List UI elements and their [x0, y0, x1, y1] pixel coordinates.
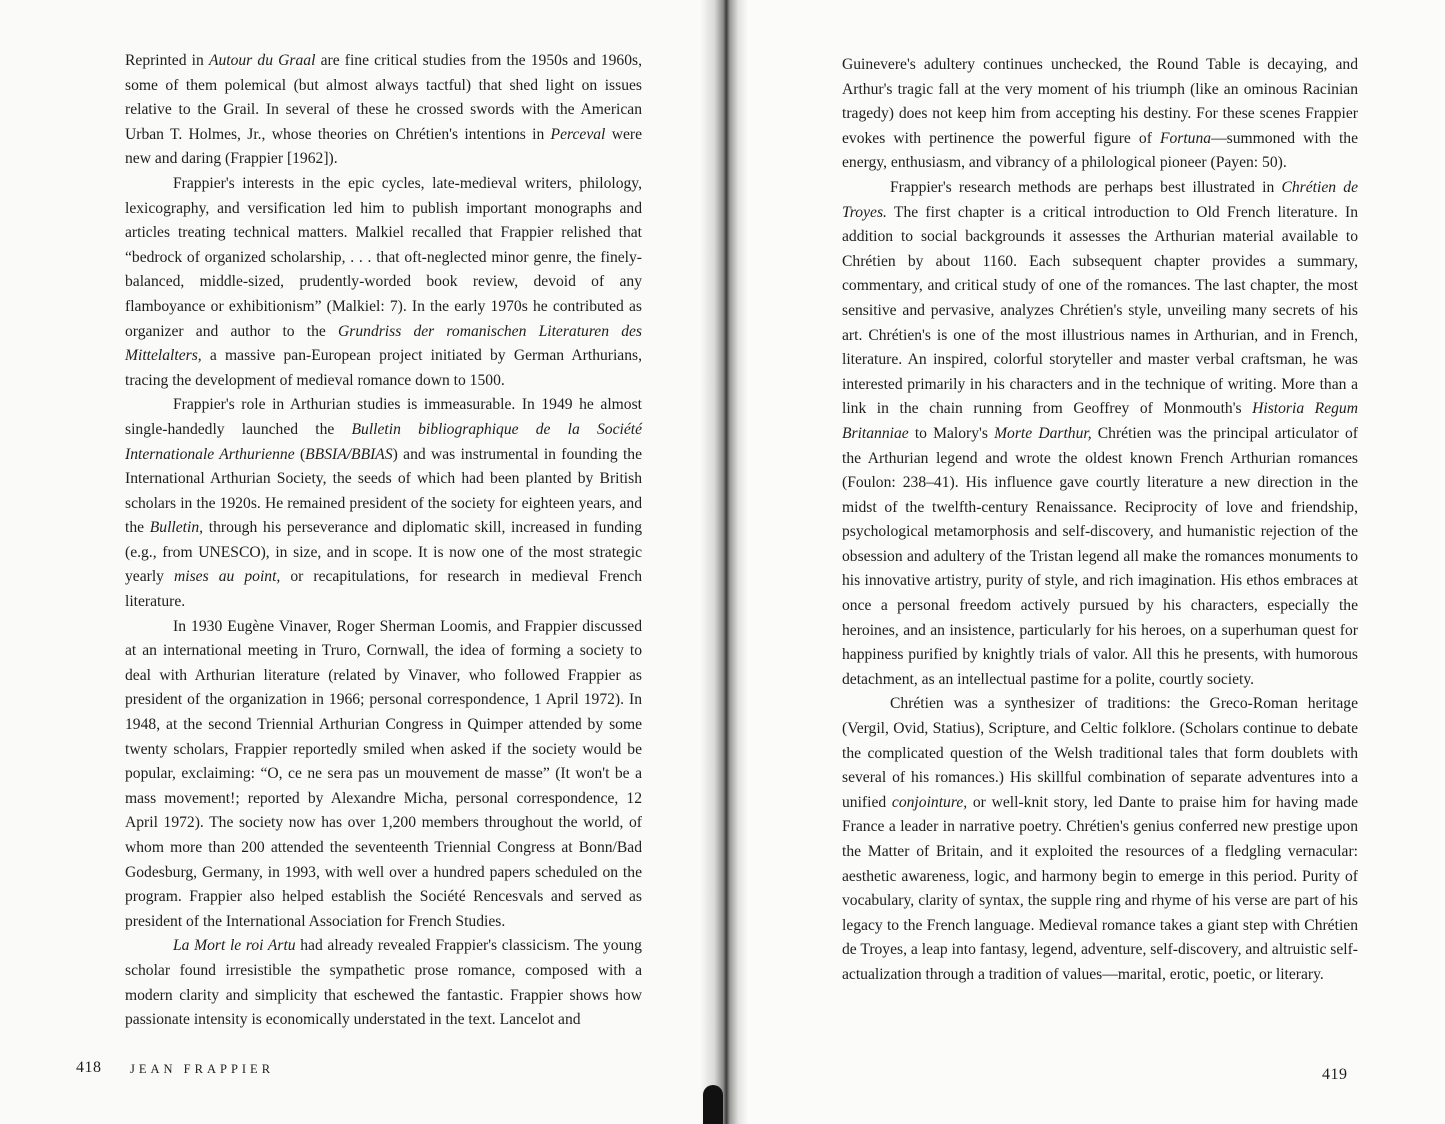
right-paragraph-2: Frappier's research methods are perhaps best illustrated in Chrétien de Troyes. The first chapter is a critical introduction to Old French literature. In addition to social backgrounds it assesses the Arthurian material available to Chrétien by about 1160. Each subsequent chapter provides a summary, commentary, and critical study of one of the romances. The last chapter, the most sensitive and pervasive, analyzes Chrétien's style, unveiling many secrets of his art. Chrétien's is one of the most illustrious names in Arthurian, and in French, literature. An inspired, colorful storyteller and master verbal craftsman, he was interested primarily in his characters and in the technique of writing. More than a link in the chain running from Geoffrey of Monmouth's Historia Regum Britanniae to Malory's Morte Darthur, Chrétien was the principal articulator of the Arthurian legend and wrote the oldest known French Arthurian romances (Foulon: 238–41). His influence gave courtly literature a new direction in the midst of the twelfth-century Renaissance. Reciprocity of love and friendship, psychological metamorphosis and self-discovery, and humanistic rejection of the obsession and adultery of the Tristan legend all make the romances monuments to his innovative artistry, purity of style, and rich imagination. His ethos embraces at once a personal freedom actively pursued by his characters, especially the heroines, and an insistence, particularly for his heroes, on a superhuman quest for happiness purified by knightly trials of valor. All this he presents, with humorous detachment, as an intellectual pastime for a polite, courtly society. — [842, 178, 1359, 688]
left-page-number: 418 — [76, 1059, 102, 1076]
left-page-body — [125, 49, 642, 1033]
left-paragraph-1: Reprinted in Autour du Graal are fine critical studies from the 1950s and 1960s, some of them polemical (but almost always tactful) that shed light on issues relative to the Grail. In several of these he crossed swords with the American Urban T. Holmes, Jr., whose theories on Chrétien's intentions in Perceval were new and daring (Frappier [1962]). — [125, 52, 642, 168]
right-paragraph-1: Guinevere's adultery continues unchecked, the Round Table is decaying, and Arthur's tragic fall at the very moment of his triumph (like an ominous Racinian tragedy) does not keep him from accepting his destiny. For these scenes Frappier evokes with pertinence the powerful figure of Fortuna—summoned with the energy, enthusiasm, and vibrancy of a philological pioneer (Payen: 50). — [842, 56, 1359, 172]
left-paragraph-3: Frappier's role in Arthurian studies is immeasurable. In 1949 he almost single-handedly launched the Bulletin bibliographique de la Société Internationale Arthurienne (BBSIA/BBIAS) and was instrumental in founding the International Arthurian Society, the seeds of which had been planted by British scholars in the 1920s. He remained president of the society for eighteen years, and the Bulletin, through his perseverance and diplomatic skill, increased in funding (e.g., from UNESCO), in size, and in scope. It is now one of the most strategic yearly mises au point, or recapitulations, for research in medieval French literature. — [125, 396, 643, 611]
running-head: JEAN FRAPPIER — [130, 1062, 275, 1076]
right-page-body — [842, 53, 1358, 988]
left-paragraph-2: Frappier's interests in the epic cycles, late-medieval writers, philology, lexicography, and versification led him to publish important monographs and articles treating technical matters. Malkiel recalled that Frappier relished that “bedrock of organized scholarship, . . . that oft-neglected minor genre, the finely-balanced, middle-sized, prudently-worded book review, devoid of any flamboyance or exhibitionism” (Malkiel: 7). In the early 1970s he contributed as organizer and author to the Grundriss der romanischen Literaturen des Mittelalters, a massive pan-European project initiated by German Arthurians, tracing the development of medieval romance down to 1500. — [125, 174, 642, 389]
right-page-number: 419 — [1322, 1066, 1348, 1083]
book-spine-edge — [703, 1085, 723, 1124]
left-paragraph-5: La Mort le roi Artu had already revealed Frappier's classicism. The young scholar found irresistible the sympathetic prose romance, composed with a modern clarity and simplicity that eschewed the fantastic. Frappier shows how passionate intensity is economically understated in the text. Lancelot and — [125, 937, 642, 1029]
left-paragraph-4: In 1930 Eugène Vinaver, Roger Sherman Loomis, and Frappier discussed at an international meeting in Truro, Cornwall, the idea of forming a society to deal with Arthurian literature (related by Vinaver, who followed Frappier as president of the organization in 1966; personal correspondence, 1 April 1972). In 1948, at the second Triennial Arthurian Congress in Quimper attended by some twenty scholars, Frappier reportedly smiled when asked if the society would be popular, exclaiming: “O, ce ne sera pas un mouvement de masse” (It won't be a mass movement!; reported by Alexandre Micha, personal correspondence, 12 April 1972). The society now has over 1,200 members throughout the world, of whom more than 200 attended the seventeenth Triennial Congress at Bonn/Bad Godesburg, Germany, in 1993, with well over a hundred papers scheduled on the program. Frappier also helped establish the Société Rencesvals and served as president of the International Association for French Studies. — [125, 617, 642, 930]
right-paragraph-3: Chrétien was a synthesizer of traditions: the Greco-Roman heritage (Vergil, Ovid, Statius), Scripture, and Celtic folklore. (Scholars continue to debate the complicated question of the Welsh traditional tales that form doublets with several of his romances.) His skillful combination of separate adventures into a unified conjointure, or well-knit story, led Dante to praise him for having made France a leader in narrative poetry. Chrétien's genius conferred new prestige upon the Matter of Britain, and it exploited the resources of a fledgling vernacular: aesthetic awareness, logic, and harmony begin to emerge in this period. Purity of vocabulary, clarity of syntax, the supple ring and rhyme of his verse are part of his legacy to the French language. Medieval romance takes a giant step with Chrétien de Troyes, a leap into fantasy, legend, adventure, self-discovery, and altruistic self-actualization through a tradition of values—marital, erotic, poetic, or literary. — [842, 695, 1358, 983]
left-page — [0, 0, 712, 1124]
book-gutter-shadow — [700, 0, 748, 1124]
